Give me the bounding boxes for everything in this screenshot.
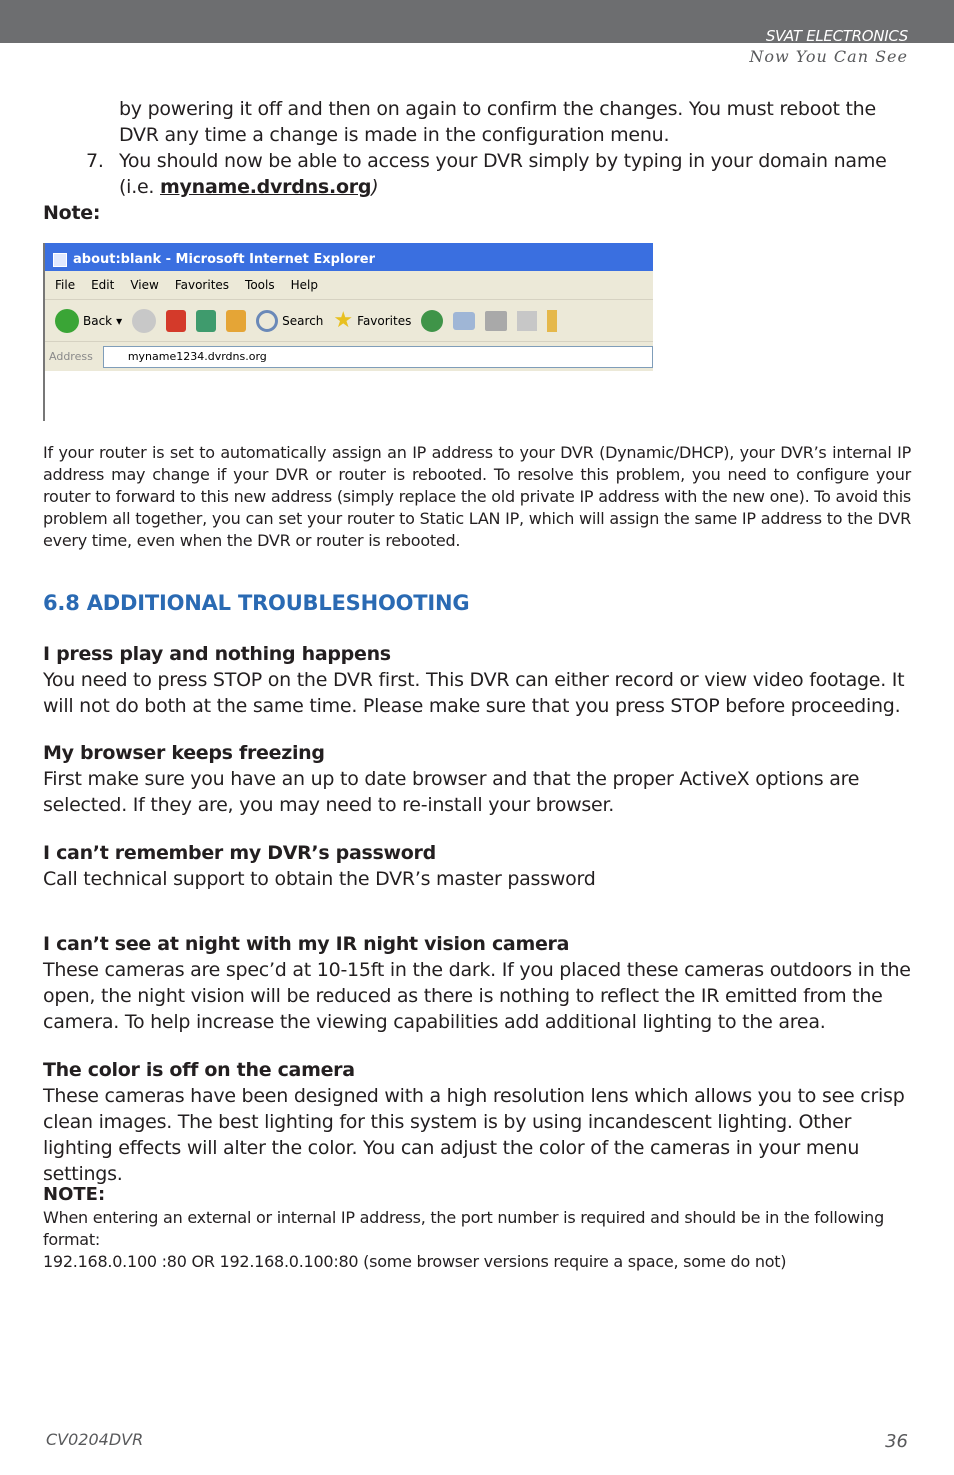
browser-screenshot [43,243,653,421]
mail-icon[interactable] [453,312,475,330]
browser-menu-bar [45,271,653,299]
menu-view[interactable]: View [130,278,159,292]
domain-link[interactable]: myname.dvrdns.org [160,176,372,198]
print-icon[interactable] [485,311,507,331]
section-title: 6.8 ADDITIONAL TROUBLESHOOTING [43,591,470,615]
answer: These cameras have been designed with a high resolution lens which allows you to see crisp clean images. The best lighting for this system is by using incandescent lighting. Other lighting effects will alter the color. You can adjust the color of the cameras in your menu settings. [43,1085,905,1185]
forward-arrow-icon[interactable] [132,309,156,333]
final-note-label: NOTE: [43,1184,106,1205]
question: I can’t see at night with my IR night vision camera [43,933,570,955]
footer-model: CV0204DVR [46,1430,144,1449]
address-input[interactable]: myname1234.dvrdns.org [103,346,653,368]
back-arrow-icon [55,309,79,333]
question: I can’t remember my DVR’s password [43,842,436,864]
step-text-body: You should now be able to access your DVR simply by typing in your domain name (i.e. [119,150,887,198]
star-icon: ★ [333,307,354,333]
menu-favorites[interactable]: Favorites [174,278,230,292]
brand-name: SVAT ELECTRONICS [765,27,908,45]
search-icon [256,310,278,332]
stop-icon[interactable] [166,310,186,332]
back-button[interactable] [55,309,122,333]
brand-tagline: Now You Can See [749,47,908,66]
step-text-close: ) [371,176,379,198]
home-icon[interactable] [226,310,246,332]
browser-title: about:blank - Microsoft Internet Explorer [73,252,376,267]
question: The color is off on the camera [43,1059,355,1081]
edit-icon[interactable] [517,311,537,331]
address-bar [45,341,653,371]
favorites-label: Favorites [357,313,412,328]
dhcp-paragraph: If your router is set to automatically assign an IP address to your DVR (Dynamic/DHCP), your DVR’s internal IP address may change if your DVR or router is rebooted. To resolve this problem, you need to configure your router to forward to this new address (simply replace the old private IP address with the new one). To avoid this problem all together, you can set your router to Static LAN IP, which will assign the same IP address to the DVR every time, even when the DVR or router is rebooted. [43,443,911,550]
ie-window-icon [53,253,67,267]
browser-title-bar [45,243,653,271]
step-7 [86,148,916,200]
media-icon[interactable] [421,310,443,332]
answer: You need to press STOP on the DVR first. This DVR can either record or view video footage. It will not do both at the same time. Please make sure that you press STOP before proceeding. [43,669,905,717]
question: My browser keeps freezing [43,742,325,764]
troubleshoot-item [43,641,911,719]
question: I press play and nothing happens [43,643,391,665]
menu-help[interactable]: Help [290,278,318,292]
troubleshoot-item [43,1057,911,1187]
refresh-icon[interactable] [196,310,216,332]
final-note-line-2: 192.168.0.100 :80 OR 192.168.0.100:80 (some browser versions require a space, some do not) [43,1252,787,1271]
search-button[interactable] [256,310,323,332]
answer: Call technical support to obtain the DVR’s master password [43,868,596,890]
menu-tools[interactable]: Tools [245,278,275,292]
menu-file[interactable]: File [55,278,76,292]
final-note-line-1: When entering an external or internal IP address, the port number is required and should be in the following format: [43,1208,884,1249]
address-label: Address [49,350,93,363]
step-text [119,148,914,200]
troubleshoot-item [43,740,911,818]
answer: First make sure you have an up to date browser and that the proper ActiveX options are selected. If they are, you may need to re-install your browser. [43,768,860,816]
troubleshoot-item [43,931,911,1035]
page-number: 36 [885,1431,908,1452]
answer: These cameras are spec’d at 10-15ft in the dark. If you placed these cameras outdoors in the open, the night vision will be reduced as there is nothing to reflect the IR emitted from the camera. To help increase the viewing capabilities add additional lighting to the area. [43,959,911,1033]
step-number: 7. [86,150,104,172]
step-continuation: by powering it off and then on again to confirm the changes. You must reboot the DVR any time a change is made in the configuration menu. [119,98,876,146]
troubleshoot-item [43,840,911,892]
folder-icon[interactable] [547,310,557,332]
browser-toolbar [45,299,653,341]
final-note [43,1183,911,1273]
favorites-button[interactable] [333,307,412,333]
back-label: Back [83,313,113,328]
chevron-down-icon: ▾ [116,313,123,328]
note-label: Note: [43,202,101,224]
search-label: Search [282,313,324,328]
menu-edit[interactable]: Edit [91,278,115,292]
